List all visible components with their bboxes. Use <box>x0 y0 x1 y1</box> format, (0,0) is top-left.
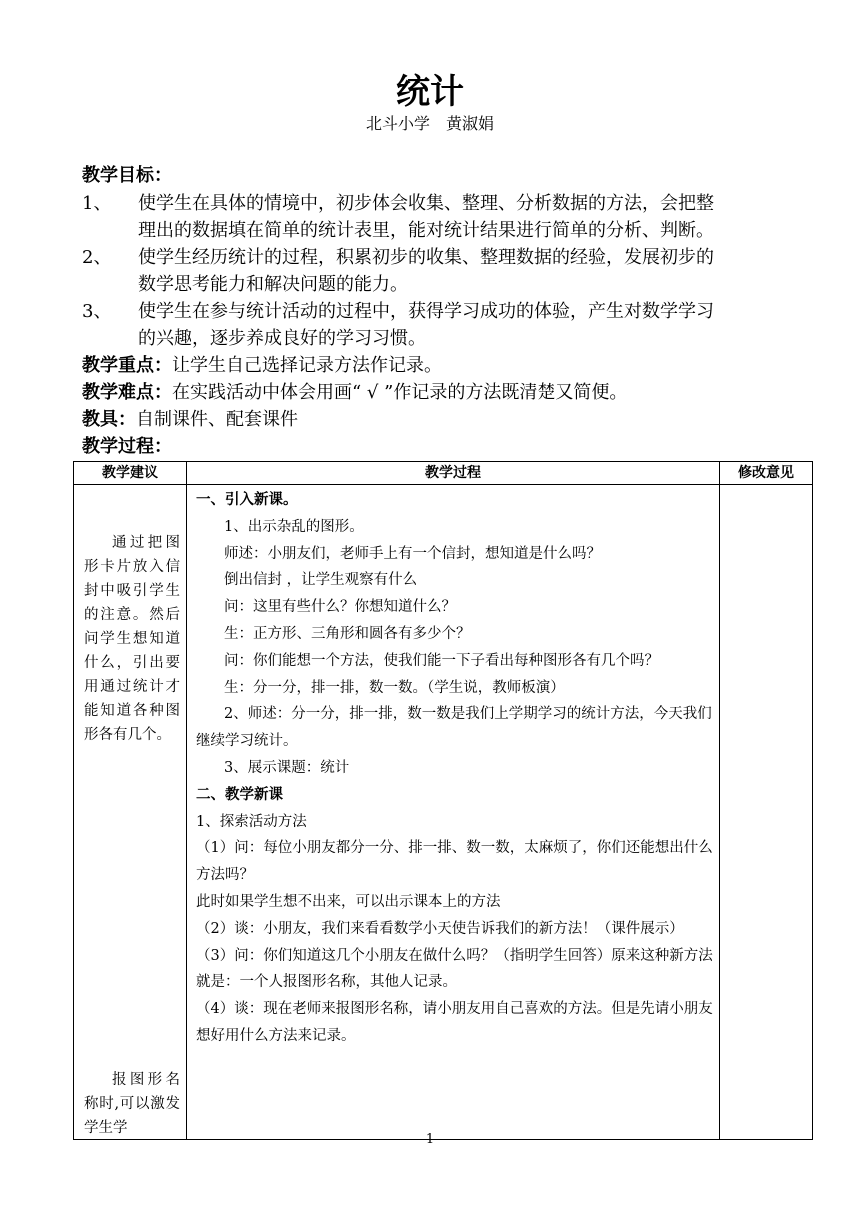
tools-line <box>82 406 802 433</box>
process-line: （3）问：你们知道这几个小朋友在做什么吗？（指明学生回答）原来这种新方法就是：一个人报图形名称，其他人记录。 <box>196 947 713 991</box>
process-line: 问：你们能想一个方法，使我们能一下子看出每种图形各有几个吗？ <box>224 652 659 669</box>
process-cell <box>187 485 720 1140</box>
process-heading-line <box>82 433 802 460</box>
goal-text-line: 的兴趣，逐步养成良好的学习习惯。 <box>138 328 426 349</box>
process-line: 3、展示课题：统计 <box>224 759 350 776</box>
goal-text-line: 使学生在具体的情境中，初步体会收集、整理、分析数据的方法，会把整 <box>138 193 714 214</box>
process-line: 师述：小朋友们，老师手上有一个信封，想知道是什么吗？ <box>224 545 601 562</box>
header-modify: 修改意见 <box>720 462 813 485</box>
tools-label: 教具： <box>82 409 136 430</box>
suggestion-text: 报图形名称时,可以激发学生学 <box>84 1072 180 1136</box>
difficulty-line <box>82 379 802 406</box>
process-line: 倒出信封 ，让学生观察有什么 <box>224 572 418 589</box>
process-line: 1、出示杂乱的图形。 <box>224 518 364 535</box>
process-line: 生：正方形、三角形和圆各有多少个？ <box>224 625 471 642</box>
tools-text: 自制课件、配套课件 <box>136 409 298 430</box>
process-heading: 教学过程： <box>82 436 172 457</box>
document-title: 统计 <box>396 72 464 112</box>
goal-text-line: 使学生在参与统计活动的过程中，获得学习成功的体验，产生对数学学习 <box>138 301 714 322</box>
table-header-row <box>74 462 813 485</box>
goal-number: 1、 <box>82 193 112 214</box>
process-line: 此时如果学生想不出来，可以出示课本上的方法 <box>196 893 501 910</box>
goal-text-line: 理出的数据填在简单的统计表里，能对统计结果进行简单的分析、判断。 <box>138 220 714 241</box>
process-line: （4）谈：现在老师来报图形名称，请小朋友用自己喜欢的方法。但是先请小朋友想好用什么方法来记录。 <box>196 1001 713 1044</box>
difficulty-text: 在实践活动中体会用画“ √ ”作记录的方法既清楚又简便。 <box>172 382 628 403</box>
goals-heading: 教学目标： <box>82 165 172 186</box>
table-row <box>74 485 813 1140</box>
goal-number: 3、 <box>82 301 112 322</box>
goal-item <box>82 244 802 298</box>
key-point-line <box>82 352 802 379</box>
goal-text-line: 使学生经历统计的过程，积累初步的收集、整理数据的经验，发展初步的 <box>138 247 714 268</box>
section-heading: 二、教学新课 <box>196 786 283 803</box>
page-number: 1 <box>425 1132 435 1147</box>
process-line: （2）谈：小朋友，我们来看看数学小天使告诉我们的新方法！（课件展示） <box>196 920 684 937</box>
process-line: （1）问：每位小朋友都分一分、排一排、数一数，太麻烦了，你们还能想出什么方法吗？ <box>196 840 713 884</box>
goal-item <box>82 190 802 244</box>
suggestion-text: 通过把图形卡片放入信封中吸引学生的注意。然后问学生想知道什么，引出要用通过统计才能知道各种图形各有几个。 <box>84 535 180 743</box>
goal-number: 2、 <box>82 247 112 268</box>
suggestion-cell <box>74 485 187 1140</box>
goal-item <box>82 298 802 352</box>
header-process: 教学过程 <box>187 462 720 485</box>
author-line: 北斗小学 黄淑娟 <box>365 114 494 133</box>
goal-text-line: 数学思考能力和解决问题的能力。 <box>138 274 408 295</box>
key-point-label: 教学重点： <box>82 355 172 376</box>
process-line: 2、师述：分一分，排一排，数一数是我们上学期学习的统计方法，今天我们继续学习统计。 <box>196 706 712 750</box>
modify-cell <box>720 485 813 1140</box>
process-line: 问：这里有些什么？你想知道什么？ <box>224 599 456 616</box>
lesson-table <box>73 461 813 1140</box>
process-line: 1、探索活动方法 <box>196 813 307 830</box>
key-point-text: 让学生自己选择记录方法作记录。 <box>172 355 442 376</box>
section-heading: 一、引入新课。 <box>196 492 298 508</box>
header-suggestion: 教学建议 <box>74 462 187 485</box>
difficulty-label: 教学难点： <box>82 382 172 403</box>
process-line: 生：分一分，排一排，数一数。（学生说，教师板演） <box>224 679 565 696</box>
